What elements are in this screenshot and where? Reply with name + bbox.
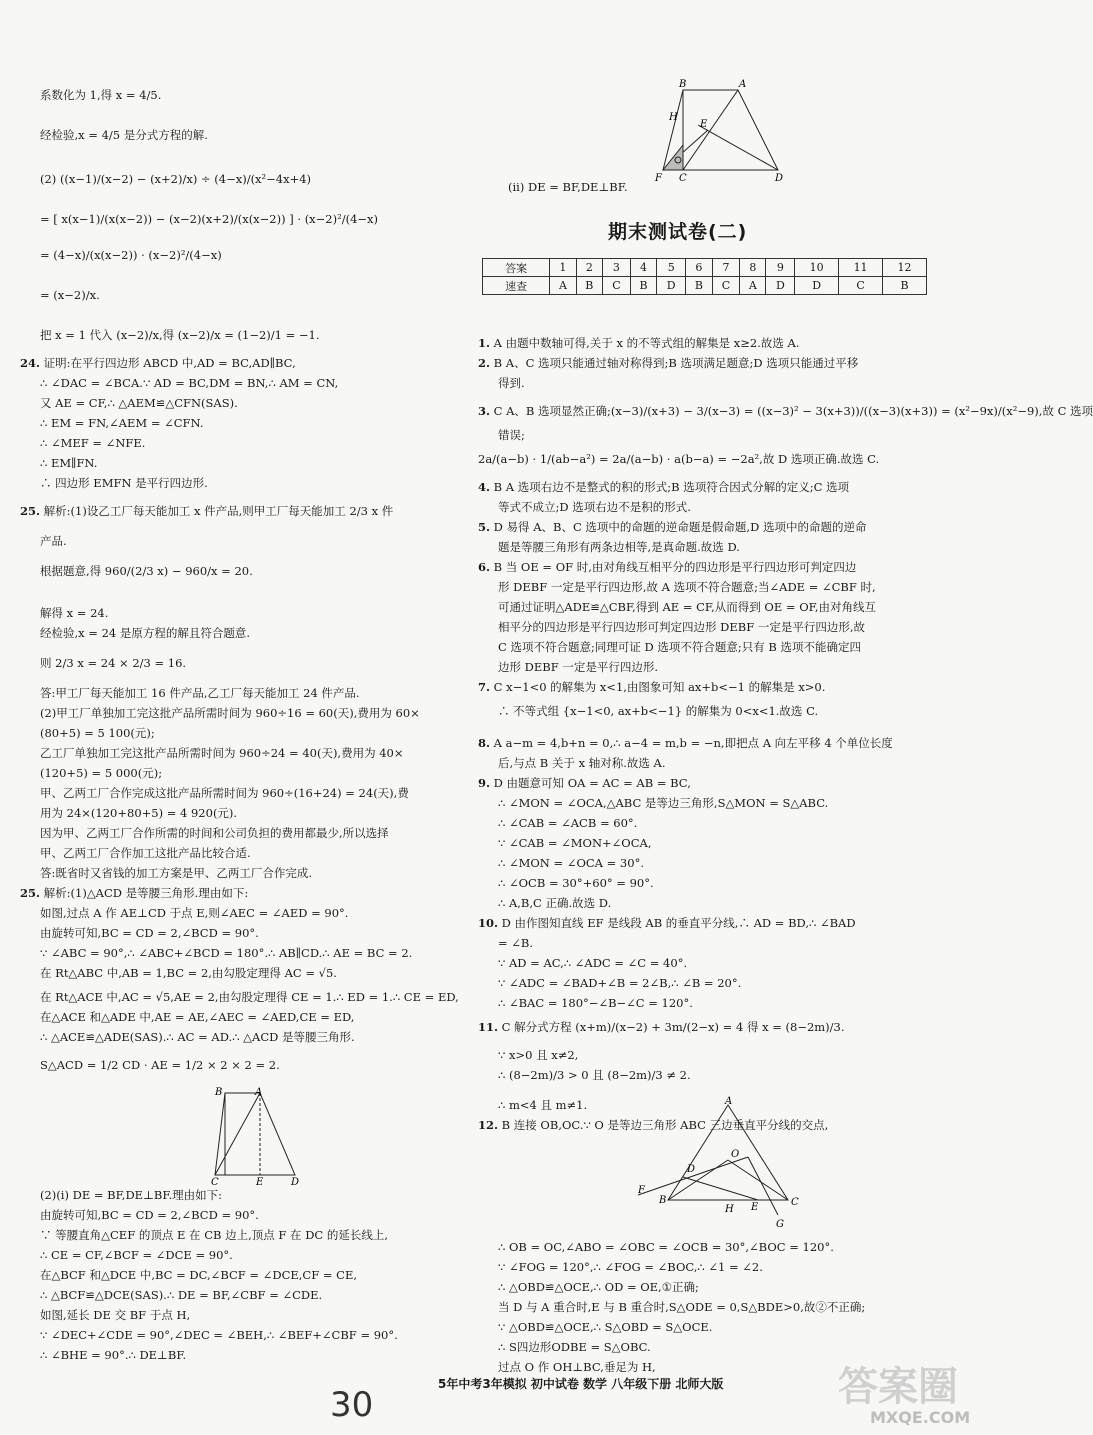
text-line	[478, 404, 1093, 419]
text-line	[478, 452, 879, 467]
text-line	[40, 990, 459, 1005]
text-line	[40, 946, 412, 961]
line-text: 形 DEBF 一定是平行四边形,故 A 选项不符合题意;当∠ADE = ∠CBF 时,	[498, 580, 876, 594]
line-text: ∴ A,B,C 正确.故选 D.	[498, 896, 612, 910]
fig-mid-label-B: B	[215, 1087, 223, 1098]
line-text: (80+5) = 5 100(元);	[40, 726, 155, 740]
text-line	[40, 534, 67, 549]
answer-cell: 3	[603, 259, 631, 277]
line-text: C x−1<0 的解集为 x<1,由图象可知 ax+b<−1 的解集是 x>0.	[493, 680, 826, 694]
line-text: (2)(i) DE = BF,DE⊥BF.理由如下:	[40, 1188, 223, 1202]
line-text: = (4−x)/(x(x−2)) · (x−2)²/(4−x)	[40, 248, 222, 262]
line-text: = ∠B.	[498, 936, 534, 950]
answer-cell: 4	[630, 259, 657, 277]
line-text: 解析:(1)设乙工厂每天能加工 x 件产品,则甲工厂每天能加工 2/3 x 件	[43, 504, 394, 518]
fig-bottom-label-B: B	[659, 1195, 667, 1206]
item-number: 24.	[20, 356, 41, 370]
line-text: ∵ ∠DEC+∠CDE = 90°,∠DEC = ∠BEH,∴ ∠BEF+∠CBF = 90°.	[40, 1328, 398, 1342]
text-line	[40, 746, 404, 761]
text-line	[498, 976, 741, 991]
line-text: 在 Rt△ABC 中,AB = 1,BC = 2,由勾股定理得 AC = √5.	[40, 966, 337, 980]
text-line	[498, 376, 525, 391]
line-text: ∴ △ACE≌△ADE(SAS).∴ AC = AD.∴ △ACD 是等腰三角形.	[40, 1030, 355, 1044]
line-text: ∵ △OBD≌△OCE,∴ S△OBD = S△OCE.	[498, 1320, 713, 1334]
text-line	[478, 480, 849, 495]
line-text: 甲、乙两工厂合作完成这批产品所需时间为 960÷(16+24) = 24(天),费	[40, 786, 409, 800]
text-line	[478, 560, 856, 575]
line-text: ∵ x>0 且 x≠2,	[498, 1048, 579, 1062]
text-line	[40, 328, 320, 343]
line-text: 2a/(a−b) · 1/(ab−a²) = 2a/(a−b) · a(b−a) = −2a²,故 D 选项正确.故选 C.	[478, 452, 880, 466]
line-text: ∴ ∠MON = ∠OCA,△ABC 是等边三角形,S△MON = S△ABC.	[498, 796, 829, 810]
line-text: 答:既省时又省钱的加工方案是甲、乙两工厂合作完成.	[40, 866, 313, 880]
text-line	[498, 500, 691, 515]
line-text: ∴ S四边形ODBE = S△OBC.	[498, 1340, 651, 1354]
line-text: 当 D 与 A 重合时,E 与 B 重合时,S△ODE = 0,S△BDE>0,故②不正确;	[498, 1300, 866, 1314]
text-line	[40, 626, 250, 641]
item-number: 7.	[478, 680, 491, 694]
text-line	[498, 1280, 699, 1295]
text-line	[40, 1228, 388, 1243]
answer-cell: 1	[550, 259, 576, 277]
line-text: = (x−2)/x.	[40, 288, 100, 302]
text-line	[40, 476, 208, 491]
text-line	[478, 1020, 845, 1035]
page-number: 30	[330, 1385, 374, 1425]
text-line	[20, 356, 296, 371]
text-line	[40, 248, 222, 263]
line-text: 产品.	[40, 534, 67, 548]
text-line	[40, 376, 338, 391]
text-line	[40, 766, 162, 781]
line-text: ∵ AD = AC,∴ ∠ADC = ∠C = 40°.	[498, 956, 688, 970]
answer-cell: A	[740, 277, 766, 295]
text-line	[478, 1118, 828, 1133]
text-line	[498, 1340, 651, 1355]
text-line	[40, 1288, 322, 1303]
fig-top-label-C: C	[679, 173, 687, 184]
text-line	[478, 680, 825, 695]
line-text: 如图,过点 A 作 AE⊥CD 于点 E,则∠AEC = ∠AED = 90°.	[40, 906, 349, 920]
text-line	[40, 806, 237, 821]
figure-triangle	[638, 1095, 828, 1235]
text-line	[40, 128, 208, 143]
line-text: 经检验,x = 24 是原方程的解且符合题意.	[40, 626, 251, 640]
answer-cell: C	[603, 277, 631, 295]
fig-top-label-B: B	[679, 79, 687, 90]
answer-cell: 7	[712, 259, 740, 277]
answer-cell: 11	[839, 259, 883, 277]
answer-cell: D	[766, 277, 795, 295]
line-text: 过点 O 作 OH⊥BC,垂足为 H,	[498, 1360, 656, 1374]
text-line	[40, 456, 97, 471]
line-text: ∵ ∠CAB = ∠MON+∠OCA,	[498, 836, 652, 850]
line-text: B 当 OE = OF 时,由对角线互相平分的四边形是平行四边形可判定四边	[493, 560, 857, 574]
line-text: 在△BCF 和△DCE 中,BC = DC,∠BCF = ∠DCE,CF = CE,	[40, 1268, 357, 1282]
item-number: 9.	[478, 776, 491, 790]
text-line	[498, 1098, 587, 1113]
answer-cell: 5	[657, 259, 686, 277]
line-text: ∴ ∠BHE = 90°.∴ DE⊥BF.	[40, 1348, 187, 1362]
line-text: B A、C 选项只能通过轴对称得到;B 选项满足题意;D 选项只能通过平移	[493, 356, 859, 370]
text-line	[498, 428, 525, 443]
text-line	[478, 916, 856, 931]
text-line	[40, 172, 311, 187]
answer-cell: B	[576, 277, 603, 295]
answer-cell: 10	[795, 259, 839, 277]
text-line	[40, 1308, 190, 1323]
text-line	[40, 706, 420, 721]
item-number: 25.	[20, 504, 41, 518]
item-number: 8.	[478, 736, 491, 750]
answer-cell: B	[686, 277, 713, 295]
answer-table-header	[483, 259, 927, 277]
text-line	[498, 796, 828, 811]
text-line	[40, 846, 251, 861]
text-line	[498, 1320, 712, 1335]
line-text: 乙工厂单独加工完这批产品所需时间为 960÷24 = 40(天),费用为 40×	[40, 746, 404, 760]
line-text: C 解分式方程 (x+m)/(x−2) + 3m/(2−x) = 4 得 x = (8−2m)/3.	[501, 1020, 845, 1034]
item-number: 2.	[478, 356, 491, 370]
text-line	[498, 540, 740, 555]
line-text: ∵ ∠ADC = ∠BAD+∠B = 2∠B,∴ ∠B = 20°.	[498, 976, 742, 990]
fig-mid-label-A: A	[255, 1087, 263, 1098]
line-text: 又 AE = CF,∴ △AEM≌△CFN(SAS).	[40, 396, 238, 410]
answer-cell: C	[839, 277, 883, 295]
line-text: ∵ ∠FOG = 120°,∴ ∠FOG = ∠BOC,∴ ∠1 = ∠2.	[498, 1260, 763, 1274]
fig-bottom-label-O: O	[731, 1149, 740, 1160]
line-text: D 由题意可知 OA = AC = AB = BC,	[493, 776, 691, 790]
answer-table	[482, 258, 927, 295]
line-text: ∴ △BCF≌△DCE(SAS).∴ DE = BF,∠CBF = ∠CDE.	[40, 1288, 323, 1302]
text-line	[40, 1348, 186, 1363]
answer-cell: 速查	[483, 277, 550, 295]
text-line	[498, 1300, 865, 1315]
fig-mid-label-C: C	[211, 1177, 219, 1188]
text-line	[40, 726, 155, 741]
text-line	[498, 620, 865, 635]
text-line	[40, 866, 312, 881]
text-line	[498, 704, 818, 719]
text-line	[40, 926, 259, 941]
item-number: 11.	[478, 1020, 499, 1034]
text-line	[20, 886, 248, 901]
text-line	[498, 956, 687, 971]
text-line	[40, 1058, 280, 1073]
text-line	[498, 1048, 578, 1063]
line-text: ∴ ∠OCB = 30°+60° = 90°.	[498, 876, 654, 890]
line-text: ∴ m<4 且 m≠1.	[498, 1098, 588, 1112]
watermark-logo: 答案圈	[838, 1364, 958, 1410]
text-line	[40, 966, 337, 981]
line-text: 把 x = 1 代入 (x−2)/x,得 (x−2)/x = (1−2)/1 = −1.	[40, 328, 320, 342]
line-text: C A、B 选项显然正确;(x−3)/(x+3) − 3/(x−3) = ((x−3)² − 3(x+3))/((x−3)(x+3)) = (x²−9x)/(x²−9),故 C 选项	[493, 404, 1093, 418]
answer-table-row	[483, 277, 927, 295]
line-text: (2)甲工厂单独加工完这批产品所需时间为 960÷16 = 60(天),费用为 60×	[40, 706, 420, 720]
answer-cell: C	[712, 277, 740, 295]
fig-bottom-label-A: A	[725, 1096, 733, 1107]
line-text: ∵ 等腰直角△CEF 的顶点 E 在 CB 边上,顶点 F 在 DC 的延长线上,	[40, 1228, 389, 1242]
fig-bottom-label-F: F	[638, 1185, 645, 1196]
line-text: ∴ EM∥FN.	[40, 456, 98, 470]
line-text: ∵ ∠ABC = 90°,∴ ∠ABC+∠BCD = 180°.∴ AB∥CD.∴ AE = BC = 2.	[40, 946, 413, 960]
line-text: 用为 24×(120+80+5) = 4 920(元).	[40, 806, 238, 820]
text-line	[498, 1240, 834, 1255]
item-number: 3.	[478, 404, 491, 418]
line-text: ∴ EM = FN,∠AEM = ∠CFN.	[40, 416, 204, 430]
text-line	[20, 504, 393, 519]
line-text: 解得 x = 24.	[40, 606, 109, 620]
fig-top-label-A: A	[739, 79, 747, 90]
line-text: 可通过证明△ADE≌△CBF,得到 AE = CF,从而得到 OE = OF,由对角线互	[498, 600, 876, 614]
figure-square-top	[653, 75, 793, 185]
line-text: 在△ACE 和△ADE 中,AE = AE,∠AEC = ∠AED,CE = ED,	[40, 1010, 355, 1024]
text-line	[498, 996, 693, 1011]
answer-cell: D	[795, 277, 839, 295]
text-line	[40, 1208, 259, 1223]
line-text: ∴ (8−2m)/3 > 0 且 (8−2m)/3 ≠ 2.	[498, 1068, 691, 1082]
line-text: (ii) DE = BF,DE⊥BF.	[508, 180, 628, 194]
fig-bottom-label-H: H	[725, 1204, 734, 1215]
line-text: 答:甲工厂每天能加工 16 件产品,乙工厂每天能加工 24 件产品.	[40, 686, 360, 700]
line-text: B A 选项右边不是整式的积的形式;B 选项符合因式分解的定义;C 选项	[493, 480, 850, 494]
line-text: 由旋转可知,BC = CD = 2,∠BCD = 90°.	[40, 926, 259, 940]
line-text: 解析:(1)△ACD 是等腰三角形.理由如下:	[43, 886, 249, 900]
item-number: 5.	[478, 520, 491, 534]
text-line	[498, 896, 611, 911]
text-line	[478, 736, 893, 751]
fig-mid-label-D: D	[291, 1177, 300, 1188]
text-line	[478, 356, 858, 371]
text-line	[498, 600, 876, 615]
text-line	[498, 876, 654, 891]
text-line	[498, 640, 861, 655]
exam-title: 期末测试卷(二)	[608, 221, 748, 243]
line-text: ∴ △OBD≌△OCE,∴ OD = OE,①正确;	[498, 1280, 699, 1294]
text-line	[508, 180, 628, 195]
answer-cell: 12	[883, 259, 927, 277]
line-text: ∴ ∠CAB = ∠ACB = 60°.	[498, 816, 638, 830]
item-number: 6.	[478, 560, 491, 574]
figure-trapezoid	[205, 1085, 315, 1188]
fig-top-label-F: F	[655, 173, 662, 184]
watermark-url: MXQE.COM	[870, 1408, 971, 1427]
line-text: 相平分的四边形是平行四边形可判定四边形 DEBF 一定是平行四边形,故	[498, 620, 866, 634]
line-text: D 易得 A、B、C 选项中的命题的逆命题是假命题,D 选项中的命题的逆命	[493, 520, 867, 534]
text-line	[40, 1188, 222, 1203]
line-text: 根据题意,得 960/(2/3 x) − 960/x = 20.	[40, 564, 253, 578]
line-text: D 由作图知直线 EF 是线段 AB 的垂直平分线,∴ AD = BD,∴ ∠BAD	[501, 916, 856, 930]
line-text: ∴ ∠MON = ∠OCA = 30°.	[498, 856, 644, 870]
item-number: 12.	[478, 1118, 499, 1132]
text-line	[498, 1360, 656, 1375]
answer-cell: A	[550, 277, 576, 295]
text-line	[40, 1248, 233, 1263]
text-line	[40, 396, 238, 411]
item-number: 25.	[20, 886, 41, 900]
text-line	[40, 686, 360, 701]
line-text: B 连接 OB,OC.∵ O 是等边三角形 ABC 三边垂直平分线的交点,	[501, 1118, 829, 1132]
text-line	[40, 786, 409, 801]
line-text: ∴ OB = OC,∠ABO = ∠OBC = ∠OCB = 30°,∠BOC = 120°.	[498, 1240, 834, 1254]
item-number: 4.	[478, 480, 491, 494]
text-line	[498, 856, 644, 871]
line-text: 证明:在平行四边形 ABCD 中,AD = BC,AD∥BC,	[43, 356, 296, 370]
text-line	[40, 656, 186, 671]
line-text: 在 Rt△ACE 中,AC = √5,AE = 2,由勾股定理得 CE = 1.∴ ED = 1.∴ CE = ED,	[40, 990, 459, 1004]
text-line	[498, 836, 651, 851]
line-text: 边形 DEBF 一定是平行四边形.	[498, 660, 659, 674]
text-line	[478, 520, 866, 535]
answer-cell: 9	[766, 259, 795, 277]
text-line	[40, 1030, 355, 1045]
line-text: 得到.	[498, 376, 525, 390]
line-text: 甲、乙两工厂合作加工这批产品比较合适.	[40, 846, 251, 860]
text-line	[478, 776, 691, 791]
line-text: S△ACD = 1/2 CD · AE = 1/2 × 2 × 2 = 2.	[40, 1058, 280, 1072]
text-line	[40, 564, 253, 579]
line-text: ∴ ∠DAC = ∠BCA.∵ AD = BC,DM = BN,∴ AM = CN,	[40, 376, 339, 390]
text-line	[498, 660, 658, 675]
line-text: ∴ ∠MEF = ∠NFE.	[40, 436, 146, 450]
text-line	[40, 1328, 398, 1343]
item-number: 10.	[478, 916, 499, 930]
line-text: 错误;	[498, 428, 525, 442]
fig-top-label-H: H	[669, 112, 678, 123]
line-text: 题是等腰三角形有两条边相等,是真命题.故选 D.	[498, 540, 740, 554]
line-text: 后,与点 B 关于 x 轴对称.故选 A.	[498, 756, 666, 770]
line-text: A 由题中数轴可得,关于 x 的不等式组的解集是 x≥2.故选 A.	[493, 336, 800, 350]
text-line	[498, 756, 665, 771]
answer-cell: 2	[576, 259, 603, 277]
answer-cell: B	[883, 277, 927, 295]
text-line	[40, 906, 348, 921]
line-text: ∴ ∠BAC = 180°−∠B−∠C = 120°.	[498, 996, 693, 1010]
text-line	[40, 826, 389, 841]
fig-bottom-label-C: C	[791, 1197, 799, 1208]
text-line	[40, 212, 378, 227]
text-line	[40, 606, 108, 621]
line-text: 等式不成立;D 选项右边不是积的形式.	[498, 500, 691, 514]
line-text: 则 2/3 x = 24 × 2/3 = 16.	[40, 656, 187, 670]
item-number: 1.	[478, 336, 491, 350]
text-line	[40, 436, 145, 451]
fig-top-label-E: E	[700, 119, 708, 130]
line-text: C 选项不符合题意;同理可证 D 选项不符合题意;只有 B 选项不能确定四	[498, 640, 861, 654]
line-text: 经检验,x = 4/5 是分式方程的解.	[40, 128, 208, 142]
line-text: A a−m = 4,b+n = 0,∴ a−4 = m,b = −n,即把点 A 向左平移 4 个单位长度	[493, 736, 893, 750]
answer-cell: D	[657, 277, 686, 295]
text-line	[40, 1268, 357, 1283]
text-line	[498, 816, 637, 831]
text-line	[498, 936, 533, 951]
line-text: ∴ 四边形 EMFN 是平行四边形.	[40, 476, 208, 490]
text-line	[478, 336, 799, 351]
line-text: ∴ CE = CF,∠BCF = ∠DCE = 90°.	[40, 1248, 233, 1262]
text-line	[498, 580, 876, 595]
answer-cell: 8	[740, 259, 766, 277]
line-text: 如图,延长 DE 交 BF 于点 H,	[40, 1308, 191, 1322]
line-text: 由旋转可知,BC = CD = 2,∠BCD = 90°.	[40, 1208, 259, 1222]
line-text: = [ x(x−1)/(x(x−2)) − (x−2)(x+2)/(x(x−2)) ] · (x−2)²/(4−x)	[40, 212, 379, 226]
text-line	[498, 1260, 763, 1275]
answer-cell: 答案	[483, 259, 550, 277]
text-line	[40, 288, 100, 303]
line-text: (2) ((x−1)/(x−2) − (x+2)/x) ÷ (4−x)/(x²−4x+4)	[40, 172, 312, 186]
text-line	[498, 1068, 691, 1083]
fig-mid-label-E: E	[256, 1177, 264, 1188]
answer-cell: B	[630, 277, 657, 295]
answer-cell: 6	[686, 259, 713, 277]
text-line	[40, 1010, 354, 1025]
fig-top-label-D: D	[775, 173, 784, 184]
text-line	[40, 88, 161, 103]
page-footer: 5年中考3年模拟 初中试卷 数学 八年级下册 北师大版	[438, 1377, 724, 1391]
fig-bottom-label-D: D	[687, 1164, 696, 1175]
line-text: ∴ 不等式组 {x−1<0, ax+b<−1} 的解集为 0<x<1.故选 C.	[498, 704, 819, 718]
fig-bottom-label-E: E	[751, 1202, 759, 1213]
line-text: 系数化为 1,得 x = 4/5.	[40, 88, 162, 102]
line-text: 因为甲、乙两工厂合作所需的时间和公司负担的费用都最少,所以选择	[40, 826, 389, 840]
fig-bottom-label-G: G	[776, 1219, 784, 1230]
line-text: (120+5) = 5 000(元);	[40, 766, 163, 780]
text-line	[40, 416, 204, 431]
